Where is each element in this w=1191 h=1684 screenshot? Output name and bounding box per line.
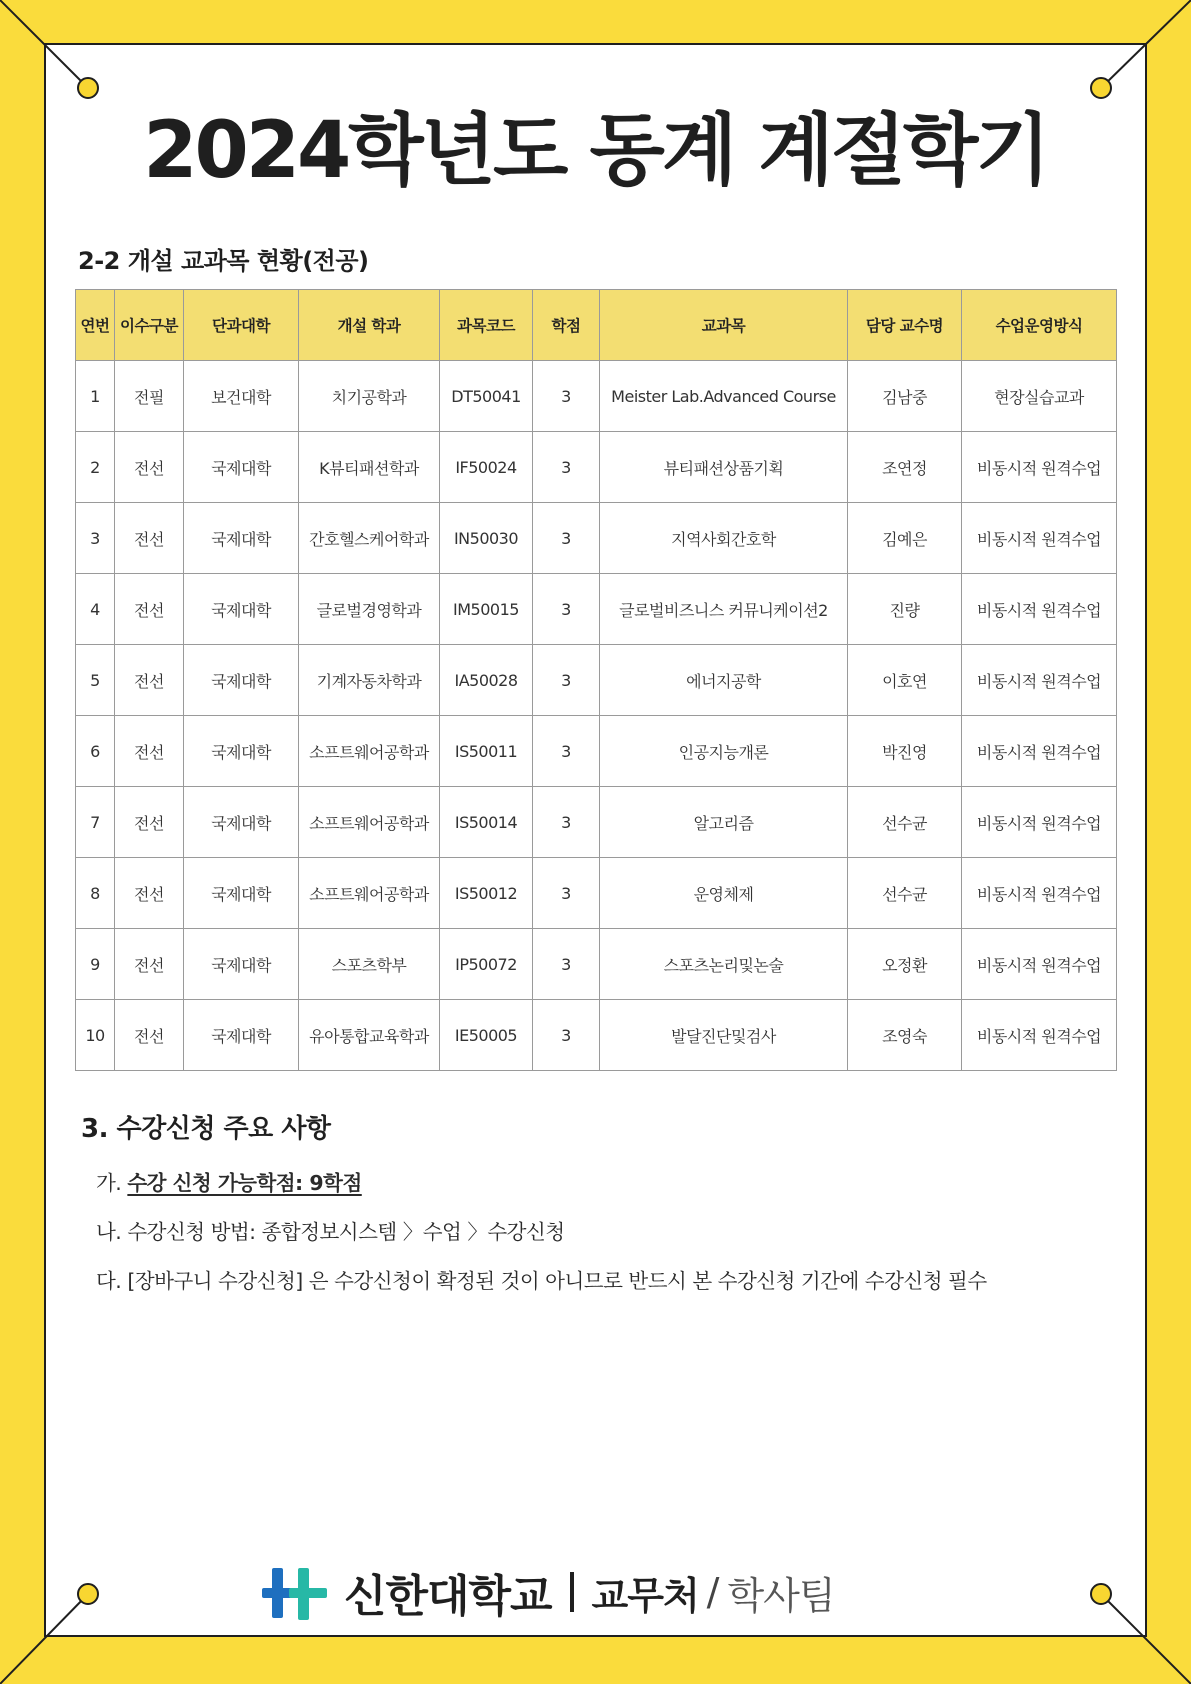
cell-college: 국제대학 (184, 787, 299, 858)
cell-course: 발달진단및검사 (600, 1000, 848, 1071)
table-row (76, 432, 1117, 503)
column-header: 담당 교수명 (848, 290, 962, 361)
cell-course: 인공지능개론 (600, 716, 848, 787)
cell-college: 국제대학 (184, 716, 299, 787)
grommet-bottom-left (77, 1583, 99, 1605)
cell-code: IM50015 (440, 574, 533, 645)
cell-course: 운영체제 (600, 858, 848, 929)
cell-code: IE50005 (440, 1000, 533, 1071)
table-row (76, 574, 1117, 645)
column-header: 연번 (76, 290, 115, 361)
cell-credits: 3 (533, 858, 600, 929)
cell-type: 전선 (115, 787, 184, 858)
cell-college: 국제대학 (184, 929, 299, 1000)
cell-no: 6 (76, 716, 115, 787)
cell-no: 5 (76, 645, 115, 716)
cell-department: 유아통합교육학과 (299, 1000, 440, 1071)
course-table (75, 289, 1117, 1071)
cell-department: 스포츠학부 (299, 929, 440, 1000)
cell-type: 전선 (115, 929, 184, 1000)
cell-department: 소프트웨어공학과 (299, 787, 440, 858)
note-cart-warning: 다. [장바구니 수강신청] 은 수강신청이 확정된 것이 아니므로 반드시 본 수강신청 기간에 수강신청 필수 (96, 1269, 987, 1293)
cell-college: 국제대학 (184, 645, 299, 716)
cell-department: 치기공학과 (299, 361, 440, 432)
cell-mode: 비동시적 원격수업 (962, 716, 1117, 787)
table-row (76, 503, 1117, 574)
note-credits-text: 수강 신청 가능학점: 9학점 (127, 1171, 362, 1195)
cell-professor: 선수균 (848, 787, 962, 858)
column-header: 교과목 (600, 290, 848, 361)
cell-no: 8 (76, 858, 115, 929)
cell-course: 알고리즘 (600, 787, 848, 858)
table-row (76, 361, 1117, 432)
cell-mode: 현장실습교과 (962, 361, 1117, 432)
cell-code: IS50012 (440, 858, 533, 929)
cell-code: DT50041 (440, 361, 533, 432)
cell-type: 전선 (115, 574, 184, 645)
cell-mode: 비동시적 원격수업 (962, 645, 1117, 716)
cell-mode: 비동시적 원격수업 (962, 574, 1117, 645)
footer-slash: / (706, 1570, 720, 1614)
cell-code: IP50072 (440, 929, 533, 1000)
cell-no: 1 (76, 361, 115, 432)
cell-professor: 이호연 (848, 645, 962, 716)
cell-credits: 3 (533, 432, 600, 503)
cell-professor: 박진영 (848, 716, 962, 787)
cell-credits: 3 (533, 574, 600, 645)
cell-type: 전선 (115, 858, 184, 929)
cell-college: 보건대학 (184, 361, 299, 432)
grommet-bottom-right (1090, 1583, 1112, 1605)
cell-college: 국제대학 (184, 858, 299, 929)
cell-college: 국제대학 (184, 503, 299, 574)
cell-professor: 진량 (848, 574, 962, 645)
note-credits (96, 1166, 362, 1196)
cell-mode: 비동시적 원격수업 (962, 858, 1117, 929)
cell-course: 글로벌비즈니스 커뮤니케이션2 (600, 574, 848, 645)
corner-line-top-left (0, 0, 88, 88)
footer-divider (570, 1572, 574, 1612)
university-logo-icon (262, 1562, 328, 1622)
column-header: 이수구분 (115, 290, 184, 361)
cell-mode: 비동시적 원격수업 (962, 929, 1117, 1000)
cell-course: Meister Lab.Advanced Course (600, 361, 848, 432)
cell-no: 9 (76, 929, 115, 1000)
column-header: 단과대학 (184, 290, 299, 361)
cell-professor: 조영숙 (848, 1000, 962, 1071)
cell-professor: 김남중 (848, 361, 962, 432)
cell-professor: 조연정 (848, 432, 962, 503)
cell-department: 소프트웨어공학과 (299, 716, 440, 787)
cell-department: 기계자동차학과 (299, 645, 440, 716)
table-row (76, 929, 1117, 1000)
cell-department: 소프트웨어공학과 (299, 858, 440, 929)
footer-branding (262, 1560, 835, 1624)
school-name: 신한대학교 (344, 1571, 552, 1622)
cell-department: 간호헬스케어학과 (299, 503, 440, 574)
column-header: 개설 학과 (299, 290, 440, 361)
cell-course: 스포츠논리및논술 (600, 929, 848, 1000)
table-row (76, 716, 1117, 787)
cell-credits: 3 (533, 929, 600, 1000)
section-title: 2-2 개설 교과목 현황(전공) (78, 247, 369, 275)
cell-professor: 김예은 (848, 503, 962, 574)
cell-no: 10 (76, 1000, 115, 1071)
corner-line-bottom-left (0, 1594, 88, 1684)
cell-department: 글로벌경영학과 (299, 574, 440, 645)
cell-mode: 비동시적 원격수업 (962, 787, 1117, 858)
cell-mode: 비동시적 원격수업 (962, 1000, 1117, 1071)
department-name: 교무처 (591, 1573, 699, 1618)
cell-type: 전선 (115, 503, 184, 574)
cell-code: IN50030 (440, 503, 533, 574)
cell-professor: 오정환 (848, 929, 962, 1000)
cell-code: IA50028 (440, 645, 533, 716)
cell-credits: 3 (533, 1000, 600, 1071)
table-row (76, 858, 1117, 929)
note-credits-prefix: 가. (96, 1171, 122, 1195)
cell-type: 전선 (115, 1000, 184, 1071)
cell-mode: 비동시적 원격수업 (962, 432, 1117, 503)
cell-no: 3 (76, 503, 115, 574)
cell-code: IF50024 (440, 432, 533, 503)
notes-title: 3. 수강신청 주요 사항 (81, 1114, 331, 1144)
cell-type: 전선 (115, 432, 184, 503)
cell-credits: 3 (533, 503, 600, 574)
cell-no: 7 (76, 787, 115, 858)
cell-college: 국제대학 (184, 574, 299, 645)
cell-no: 4 (76, 574, 115, 645)
corner-line-bottom-right (1101, 1594, 1191, 1684)
cell-credits: 3 (533, 645, 600, 716)
cell-college: 국제대학 (184, 1000, 299, 1071)
table-row (76, 787, 1117, 858)
cell-type: 전필 (115, 361, 184, 432)
cell-course: 지역사회간호학 (600, 503, 848, 574)
cell-college: 국제대학 (184, 432, 299, 503)
table-header-row (76, 290, 1117, 361)
corner-line-top-right (1101, 0, 1191, 88)
table-row (76, 1000, 1117, 1071)
cell-credits: 3 (533, 361, 600, 432)
cell-course: 뷰티패션상품기획 (600, 432, 848, 503)
cell-mode: 비동시적 원격수업 (962, 503, 1117, 574)
cell-course: 에너지공학 (600, 645, 848, 716)
cell-professor: 선수균 (848, 858, 962, 929)
column-header: 학점 (533, 290, 600, 361)
cell-credits: 3 (533, 716, 600, 787)
column-header: 과목코드 (440, 290, 533, 361)
cell-code: IS50011 (440, 716, 533, 787)
cell-credits: 3 (533, 787, 600, 858)
cell-type: 전선 (115, 645, 184, 716)
table-row (76, 645, 1117, 716)
cell-department: K뷰티패션학과 (299, 432, 440, 503)
team-name: 학사팀 (727, 1573, 835, 1618)
cell-code: IS50014 (440, 787, 533, 858)
cell-no: 2 (76, 432, 115, 503)
note-method: 나. 수강신청 방법: 종합정보시스템 〉수업 〉수강신청 (96, 1220, 565, 1244)
page-title: 2024학년도 동계 계절학기 (143, 106, 1048, 196)
cell-type: 전선 (115, 716, 184, 787)
column-header: 수업운영방식 (962, 290, 1117, 361)
